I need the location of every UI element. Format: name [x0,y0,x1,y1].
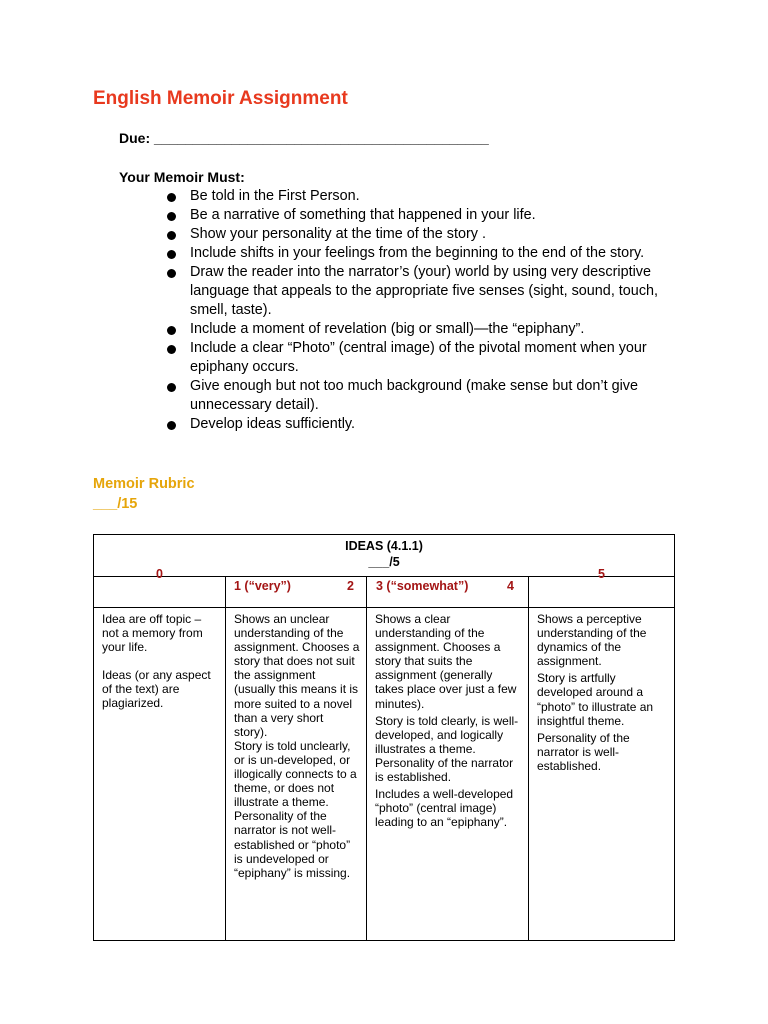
description-text: Shows a clear understanding of the assignment. Chooses a story that suits the assignment (generally takes place over just a few minutes). [375,612,517,711]
description-text: Story is told unclearly, or is un-developed, or illogically connects to a theme, or does not illustrate a theme. Personality of the narrator is not well-established or “photo” is undeveloped or “epiphany” is missing. [234,738,357,880]
bullet-icon [167,383,176,392]
description-text: Ideas (or any aspect of the text) are plagiarized. [102,668,211,711]
bullet-icon [167,269,176,278]
due-date-line: Due: ___________________________________________ [119,130,489,146]
level-description-3-4 [367,608,529,941]
list-item: Include a clear “Photo” (central image) of the pivotal moment when your epiphany occurs. [163,339,683,377]
level-header-5: 5 [529,577,675,608]
description-text: Shows a perceptive understanding of the dynamics of the assignment. [537,612,647,669]
bullet-icon [167,345,176,354]
description-text: Shows an unclear understanding of the assignment. Chooses a story that does not suit the assignment (usually this means it is more suited to a novel than a very short story). [234,612,360,739]
bullet-icon [167,231,176,240]
rubric-table [93,534,675,941]
level-header-1-2: 1 (“very”) 2 [226,577,367,608]
list-item: Be told in the First Person. [163,187,683,206]
rubric-category-label: IDEAS (4.1.1) [345,539,423,553]
requirements-heading: Your Memoir Must: [119,169,245,185]
list-item: Show your personality at the time of the story . [163,225,683,244]
rubric-category-score: ___/5 [368,555,400,569]
level-description-0 [94,608,226,941]
level-description-1-2 [226,608,367,941]
level-header-0: 0 [94,577,226,608]
list-item: Give enough but not too much background (make sense but don’t give unnecessary detail). [163,377,683,415]
description-text: Story is told clearly, is well- developed, and logically illustrates a theme. Personality of the narrator is established. [375,713,519,785]
rubric-total-score: ___/15 [93,496,138,512]
bullet-icon [167,212,176,221]
rubric-levels-row [94,577,675,608]
description-text: Personality of the narrator is well-established. [537,730,630,773]
bullet-icon [167,250,176,259]
level-description-5 [529,608,675,941]
rubric-heading: Memoir Rubric [93,476,195,492]
level-header-3-4: 3 (“somewhat”) 4 [367,577,529,608]
description-text: Idea are off topic – not a memory from your life. [102,612,203,655]
bullet-icon [167,326,176,335]
list-item: Be a narrative of something that happened in your life. [163,206,683,225]
page-title: English Memoir Assignment [93,88,348,109]
rubric-descriptions-row [94,608,675,941]
description-text: Includes a well-developed “photo” (central image) leading to an “epiphany”. [375,787,514,830]
bullet-icon [167,193,176,202]
list-item: Include shifts in your feelings from the beginning to the end of the story. [163,244,683,263]
bullet-icon [167,421,176,430]
list-item: Include a moment of revelation (big or small)—the “epiphany”. [163,320,683,339]
list-item: Develop ideas sufficiently. [163,415,683,434]
description-text: Story is artfully developed around a “photo” to illustrate an insightful theme. [537,671,654,728]
list-item: Draw the reader into the narrator’s (your) world by using very descriptive language that appeals to the appropriate five senses (sight, sound, touch, smell, taste). [163,263,683,320]
requirements-list [163,187,683,434]
